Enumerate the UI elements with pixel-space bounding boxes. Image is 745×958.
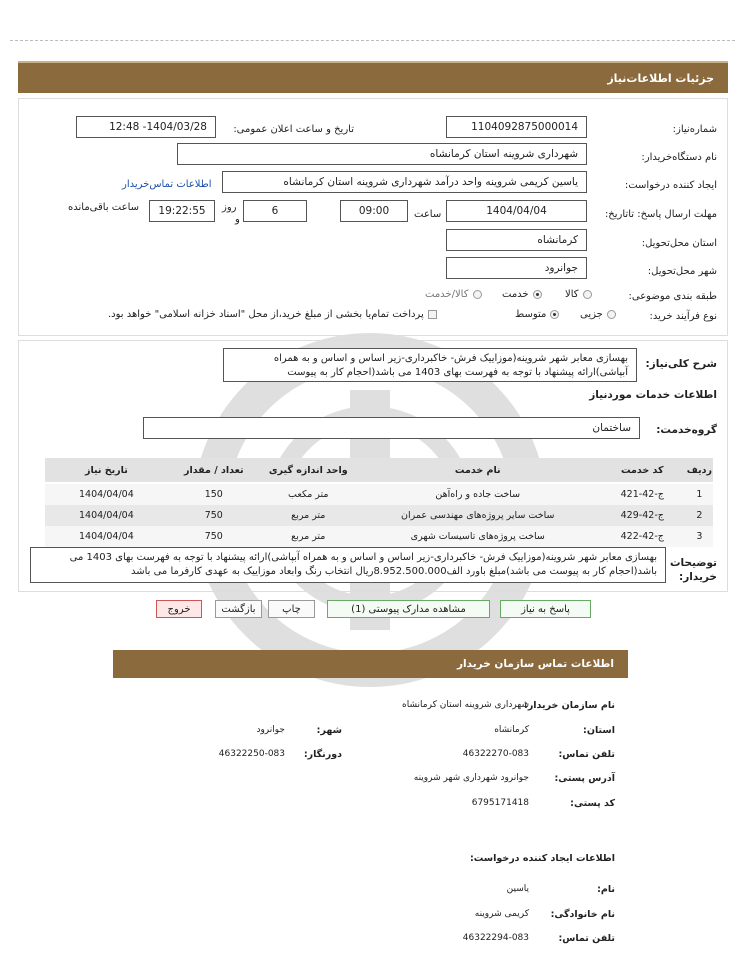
creator-name-label: نام: <box>597 884 615 895</box>
buyer-contact-link[interactable]: اطلاعات تماس‌خریدار <box>122 179 212 190</box>
category-option-goods-service[interactable]: کالا/خدمت <box>425 289 482 300</box>
cell-code: ج-42-422 <box>599 526 686 547</box>
cell-code: ج-42-429 <box>599 505 686 526</box>
group-label: گروه‌خدمت: <box>656 424 717 436</box>
cell-date: 1404/04/04 <box>45 505 168 526</box>
province-field: کرمانشاه <box>446 229 587 251</box>
top-divider <box>10 40 735 41</box>
province-contact-label: استان: <box>583 725 615 736</box>
days-field: 6 <box>243 200 307 222</box>
province-label: استان محل‌تحویل: <box>641 238 717 249</box>
back-button[interactable]: بازگشت <box>215 600 262 618</box>
radio-icon <box>583 290 592 299</box>
process-label: نوع فرآیند خرید: <box>649 311 717 322</box>
announce-datetime-field: 1404/03/28- 12:48 <box>76 116 216 138</box>
attachments-button[interactable]: مشاهده مدارک پیوستی (1) <box>327 600 490 618</box>
col-code: کد خدمت <box>599 458 686 483</box>
cell-name: ساخت پروژه‌های تاسیسات شهری <box>357 526 599 547</box>
fax-value: 46322250-083 <box>218 749 285 759</box>
services-table <box>45 458 713 547</box>
announce-label: تاریخ و ساعت اعلان عمومی: <box>233 124 354 135</box>
table-row <box>45 526 713 547</box>
need-number-field: 1104092875000014 <box>446 116 587 138</box>
creator-family-value: کریمی شروینه <box>474 909 529 919</box>
cell-qty: 150 <box>168 483 260 505</box>
notes-text: بهسازی معابر شهر شروینه(موزاییک فرش- خاکبرداری-زیر اساس و اساس و به همراه آبپاشی)ارائه پیشنهاد با توجه به فهرست بهای 1403 می باشد(احجام کار به پیوست می باشد)مبلغ باورد الف8.952.500.000ریال انتخاب رنگ وابعاد موزاییک به عهدی کارفرما می باشد <box>30 547 666 583</box>
remaining-label: ساعت باقی‌مانده <box>68 202 140 213</box>
cell-row: 2 <box>686 505 713 526</box>
creator-family-label: نام خانوادگی: <box>550 909 615 920</box>
category-label: طبقه بندی موضوعی: <box>628 291 717 302</box>
cell-name: ساخت جاده و راه‌آهن <box>357 483 599 505</box>
days-label: روز <box>222 202 237 213</box>
cell-row: 1 <box>686 483 713 505</box>
cell-row: 3 <box>686 526 713 547</box>
page-header <box>18 61 728 93</box>
cell-unit: متر مربع <box>260 526 357 547</box>
remaining-time-field: 19:22:55 <box>149 200 215 222</box>
cell-date: 1404/04/04 <box>45 526 168 547</box>
category-option-goods[interactable]: کالا <box>565 289 592 300</box>
table-row <box>45 483 713 505</box>
radio-icon <box>607 310 616 319</box>
page-title: جزئیات اطلاعات‌نیاز <box>607 71 714 85</box>
province-contact-value: کرمانشاه <box>494 725 529 735</box>
and-label: و <box>235 214 240 225</box>
table-header-row <box>45 458 713 483</box>
process-option-minor[interactable]: جزیی <box>580 309 616 320</box>
services-heading: اطلاعات خدمات موردنیاز <box>589 389 717 401</box>
need-number-label: شماره‌نیاز: <box>672 124 717 135</box>
cell-unit: متر مکعب <box>260 483 357 505</box>
postal-value: 6795171418 <box>471 798 529 808</box>
deadline-time-field: 09:00 <box>340 200 408 222</box>
cell-qty: 750 <box>168 526 260 547</box>
phone-label: تلفن تماس: <box>558 749 615 760</box>
col-name: نام خدمت <box>357 458 599 483</box>
city-field: جوانرود <box>446 257 587 279</box>
cell-date: 1404/04/04 <box>45 483 168 505</box>
address-label: آدرس پستی: <box>554 773 615 784</box>
exit-button[interactable]: خروج <box>156 600 202 618</box>
category-option-service[interactable]: خدمت <box>502 289 542 300</box>
radio-selected-icon <box>533 290 542 299</box>
group-field: ساختمان <box>143 417 640 439</box>
city-contact-value: جوانرود <box>256 725 285 735</box>
summary-text: بهسازی معابر شهر شروینه(موزاییک فرش- خاکبرداری-زیر اساس و اساس و به همراه آبپاشی)ارائه پیشنهاد با توجه به فهرست بهای 1403 می باشد(احجام کار به پیوست <box>223 348 637 382</box>
contact-heading: اطلاعات تماس سازمان خریدار <box>457 658 614 670</box>
address-value: جوانرود شهرداری شهر شروینه <box>413 773 529 783</box>
city-contact-label: شهر: <box>316 725 342 736</box>
summary-label: شرح کلی‌نیاز: <box>645 358 717 370</box>
time-label: ساعت <box>414 209 442 220</box>
print-button[interactable]: چاپ <box>268 600 315 618</box>
city-label: شهر محل‌تحویل: <box>647 266 717 277</box>
org-value: شهرداری شروینه استان کرمانشاه <box>402 700 529 710</box>
creator-name-value: یاسین <box>506 884 529 894</box>
deadline-date-field: 1404/04/04 <box>446 200 587 222</box>
creator-field: یاسین کریمی شروینه واحد درآمد شهرداری شروینه استان کرمانشاه <box>222 171 587 193</box>
notes-label: توضیحات خریدار: <box>669 557 717 583</box>
creator-phone-label: تلفن تماس: <box>558 933 615 944</box>
checkbox-icon <box>428 310 437 319</box>
creator-phone-value: 46322294-083 <box>462 933 529 943</box>
radio-icon <box>473 290 482 299</box>
cell-unit: متر مربع <box>260 505 357 526</box>
phone-value: 46322270-083 <box>462 749 529 759</box>
cell-name: ساخت سایر پروژه‌های مهندسی عمران <box>357 505 599 526</box>
radio-selected-icon <box>550 310 559 319</box>
postal-label: کد پستی: <box>570 798 615 809</box>
org-label: نام سازمان خریدار: <box>524 700 615 711</box>
col-row: ردیف <box>686 458 713 483</box>
buyer-org-field: شهرداری شروینه استان کرمانشاه <box>177 143 587 165</box>
creator-label: ایجاد کننده درخواست: <box>624 180 717 191</box>
deadline-label: مهلت ارسال پاسخ: تاتاریخ: <box>604 209 717 220</box>
cell-qty: 750 <box>168 505 260 526</box>
col-qty: تعداد / مقدار <box>168 458 260 483</box>
buyer-org-label: نام دستگاه‌خریدار: <box>641 152 717 163</box>
treasury-payment-checkbox[interactable]: پرداخت تمام‌یا بخشی از مبلغ خرید،از محل "اسناد خزانه اسلامی" خواهد بود. <box>108 309 437 320</box>
table-row <box>45 505 713 526</box>
cell-code: ج-42-421 <box>599 483 686 505</box>
contact-header <box>113 650 628 678</box>
reply-button[interactable]: پاسخ به نیاز <box>500 600 591 618</box>
fax-label: دورنگار: <box>303 749 342 760</box>
creator-info-heading: اطلاعات ایجاد کننده درخواست: <box>469 853 615 864</box>
process-option-medium[interactable]: متوسط <box>515 309 559 320</box>
col-unit: واحد اندازه گیری <box>260 458 357 483</box>
col-date: تاریخ نیاز <box>45 458 168 483</box>
